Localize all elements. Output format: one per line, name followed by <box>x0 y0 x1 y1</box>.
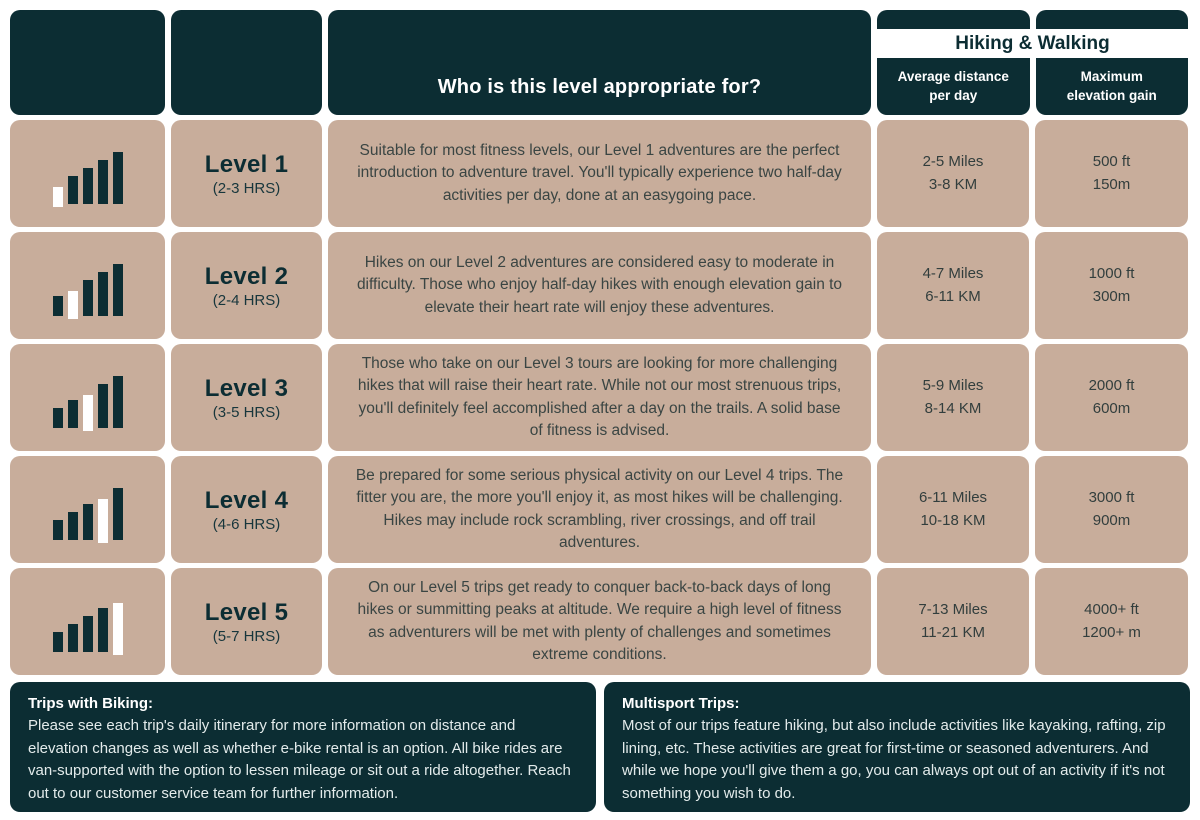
distance-miles: 4-7 Miles <box>922 265 984 282</box>
hiking-walking-label: Hiking & Walking <box>955 32 1110 54</box>
header-distance-line1: Average distance <box>897 68 1009 84</box>
level-description-cell <box>328 344 871 451</box>
header-blank-level-cell <box>171 10 322 115</box>
level-name: Level 2 <box>204 262 289 290</box>
distance-km: 10-18 KM <box>920 511 986 529</box>
header-elevation-line2: elevation gain <box>1066 87 1157 103</box>
elevation-ft: 3000 ft <box>1088 489 1135 506</box>
level-hours: (4-6 HRS) <box>212 515 281 533</box>
level-description-cell <box>328 232 871 339</box>
elevation-m: 1200+ m <box>1082 623 1141 641</box>
header-elevation-line1: Maximum <box>1080 68 1143 84</box>
distance-km: 3-8 KM <box>928 175 978 193</box>
level-description: On our Level 5 trips get ready to conquer back-to-back days of long hikes or summitting peaks at altitude. We require a high level of fitness as adventurers will be met with plenty of challenges and sometimes extreme conditions. <box>357 578 842 663</box>
header-who-label: Who is this level appropriate for? <box>437 76 762 98</box>
level-icon-cell <box>10 568 165 675</box>
multisport-note-body: Most of our trips feature hiking, but also include activities like kayaking, rafting, zip lining, etc. These activities are great for first-time or seasoned adventurers. And while we hope you'll give them a go, you can always opt out of an activity if it's not something you wish to do. <box>622 717 1166 802</box>
elevation-ft: 500 ft <box>1092 153 1131 170</box>
level-description: Be prepared for some serious physical activity on our Level 4 trips. The fitter you are, the more you'll enjoy it, as most hikes will be challenging. Hikes may include rock scrambling, river crossings, and off trail adventures. <box>355 466 844 551</box>
level-description: Those who take on our Level 3 tours are looking for more challenging hikes that will raise their heart rate. While not our most strenuous trips, you'll definitely feel accomplished after a day on the trails. A solid base of fitness is advised. <box>357 354 842 439</box>
distance-km: 11-21 KM <box>921 623 985 641</box>
level-name-cell <box>171 232 322 339</box>
distance-cell <box>877 456 1029 563</box>
biking-note <box>10 682 596 812</box>
level-icon-cell <box>10 120 165 227</box>
header-caps <box>877 10 1188 29</box>
distance-miles: 5-9 Miles <box>922 377 984 394</box>
level-name-cell <box>171 344 322 451</box>
level-description-cell <box>328 456 871 563</box>
level-hours: (5-7 HRS) <box>212 627 281 645</box>
level-icon-cell <box>10 456 165 563</box>
biking-note-title: Trips with Biking: <box>28 695 154 712</box>
hiking-walking-header-group <box>877 10 1188 115</box>
level-description: Suitable for most fitness levels, our Level 1 adventures are the perfect introduction to adventure travel. You'll typically experience two half-day activities per day, done at an easygoing pace. <box>357 141 842 204</box>
elevation-m: 900m <box>1092 511 1131 529</box>
level-hours: (2-3 HRS) <box>212 179 281 197</box>
header-who-cell <box>328 10 871 115</box>
difficulty-bars-icon <box>53 144 123 204</box>
header-subcolumns <box>877 58 1188 115</box>
elevation-cell <box>1035 568 1188 675</box>
header-distance-line2: per day <box>929 87 978 103</box>
hiking-walking-band <box>877 29 1188 58</box>
elevation-m: 600m <box>1092 399 1131 417</box>
level-name-cell <box>171 568 322 675</box>
level-name: Level 1 <box>204 150 289 178</box>
level-name-cell <box>171 120 322 227</box>
level-hours: (2-4 HRS) <box>212 291 281 309</box>
elevation-m: 150m <box>1092 175 1131 193</box>
header-cap-left <box>877 10 1030 29</box>
elevation-cell <box>1035 456 1188 563</box>
biking-note-body: Please see each trip's daily itinerary for more information on distance and elevation changes as well as whether e-bike rental is an option. All bike rides are van-supported with the option to lessen mileage or sit out a ride altogether. Reach out to our customer service team for further information. <box>28 717 571 802</box>
level-description-cell <box>328 120 871 227</box>
distance-miles: 2-5 Miles <box>922 153 984 170</box>
level-name: Level 5 <box>204 598 289 626</box>
elevation-cell <box>1035 344 1188 451</box>
distance-miles: 7-13 Miles <box>918 601 988 618</box>
difficulty-bars-icon <box>53 368 123 428</box>
header-cap-right <box>1036 10 1189 29</box>
footnotes <box>10 682 1190 812</box>
multisport-note-title: Multisport Trips: <box>622 695 740 712</box>
level-description: Hikes on our Level 2 adventures are considered easy to moderate in difficulty. Those who enjoy half-day hikes with enough elevation gain to elevate their heart rate will enjoy these adventures. <box>356 253 843 316</box>
distance-cell <box>877 120 1029 227</box>
elevation-ft: 1000 ft <box>1088 265 1135 282</box>
elevation-ft: 2000 ft <box>1088 377 1135 394</box>
level-name-cell <box>171 456 322 563</box>
multisport-note <box>604 682 1190 812</box>
distance-cell <box>877 568 1029 675</box>
distance-cell <box>877 344 1029 451</box>
header-blank-icon-cell <box>10 10 165 115</box>
header-distance-cell <box>877 58 1030 115</box>
difficulty-bars-icon <box>53 256 123 316</box>
level-icon-cell <box>10 232 165 339</box>
distance-cell <box>877 232 1029 339</box>
level-hours: (3-5 HRS) <box>212 403 281 421</box>
elevation-ft: 4000+ ft <box>1084 601 1139 618</box>
difficulty-bars-icon <box>53 480 123 540</box>
distance-km: 8-14 KM <box>924 399 982 417</box>
level-name: Level 3 <box>204 374 289 402</box>
difficulty-bars-icon <box>53 592 123 652</box>
fitness-levels-table <box>10 10 1190 675</box>
distance-miles: 6-11 Miles <box>918 489 988 506</box>
distance-km: 6-11 KM <box>925 287 981 305</box>
elevation-m: 300m <box>1092 287 1131 305</box>
level-icon-cell <box>10 344 165 451</box>
level-description-cell <box>328 568 871 675</box>
elevation-cell <box>1035 232 1188 339</box>
header-elevation-cell <box>1036 58 1189 115</box>
elevation-cell <box>1035 120 1188 227</box>
level-name: Level 4 <box>204 486 289 514</box>
